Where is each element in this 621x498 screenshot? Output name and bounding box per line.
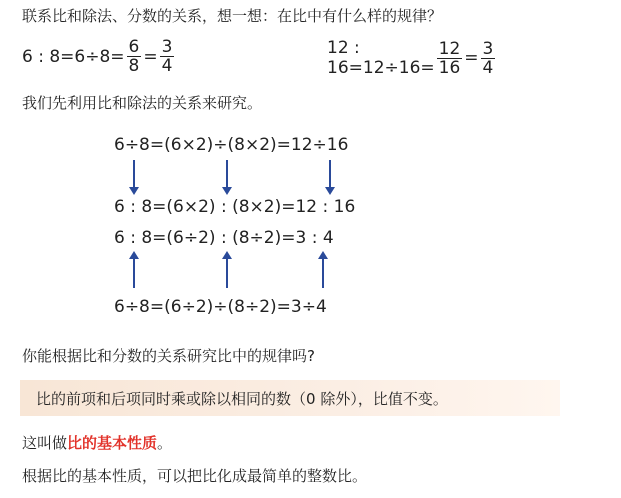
down-arrow-icon — [133, 160, 135, 188]
equation-left — [22, 38, 176, 75]
fraction — [160, 38, 175, 75]
conclusion-text: 根据比的基本性质，可以把比化成最简单的整数比。 — [22, 467, 368, 485]
property-line — [22, 432, 172, 453]
fraction-numerator: 3 — [161, 37, 173, 57]
down-arrow-icon — [329, 160, 331, 188]
fraction-denominator: 16 — [438, 57, 461, 78]
fraction-denominator: 4 — [161, 56, 173, 76]
equation-right — [327, 38, 497, 78]
property-highlight: 比的基本性质 — [67, 434, 158, 452]
up-arrow-icon — [226, 258, 228, 288]
question-text: 你能根据比和分数的关系研究比中的规律吗? — [22, 347, 315, 365]
equations-row — [22, 37, 494, 78]
fraction-numerator: 3 — [482, 38, 494, 59]
equation-prefix: 12 : 16=12÷16= — [327, 38, 435, 78]
fraction — [127, 38, 142, 75]
fraction-numerator: 12 — [438, 38, 461, 59]
fraction-denominator: 4 — [482, 57, 494, 78]
fraction-numerator: 6 — [128, 37, 140, 57]
property-prefix: 这叫做 — [22, 434, 68, 452]
chain-line-4: 6÷8=(6÷2)÷(8÷2)=3÷4 — [114, 297, 327, 317]
intro-text: 联系比和除法、分数的关系，想一想：在比中有什么样的规律？ — [22, 7, 443, 25]
chain-line-3: 6 : 8=(6÷2) : (8÷2)=3 : 4 — [114, 228, 334, 248]
up-arrow-icon — [322, 258, 324, 288]
rule-text: 比的前项和后项同时乘或除以相同的数（0 除外），比值不变。 — [36, 390, 448, 408]
property-suffix: 。 — [157, 434, 173, 452]
chain-line-1: 6÷8=(6×2)÷(8×2)=12÷16 — [114, 135, 349, 155]
chain-line-2: 6 : 8=(6×2) : (8×2)=12 : 16 — [114, 197, 356, 217]
down-arrow-icon — [226, 160, 228, 188]
equation-prefix: 6 : 8=6÷8= — [22, 46, 125, 67]
equals-sign: = — [464, 48, 479, 68]
fraction — [481, 40, 496, 77]
fraction — [437, 40, 463, 77]
equals-sign: = — [143, 46, 158, 67]
study-text: 我们先利用比和除法的关系来研究。 — [22, 94, 263, 112]
fraction-denominator: 8 — [128, 56, 140, 76]
up-arrow-icon — [133, 258, 135, 288]
